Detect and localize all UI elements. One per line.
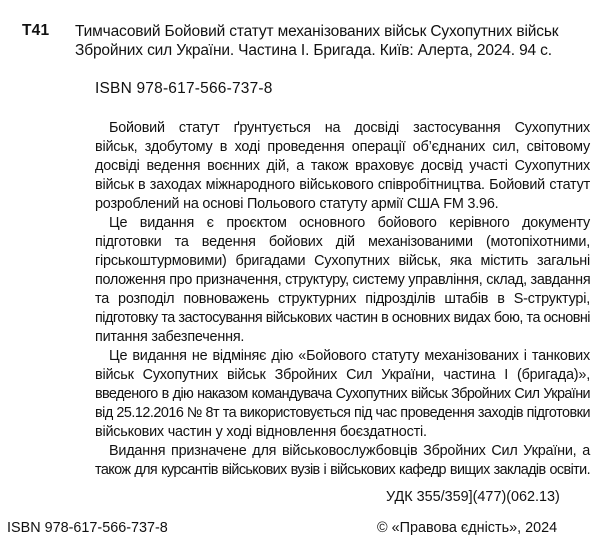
annotation-text (95, 119, 590, 480)
text-line: військ, здобутому в ході проведення операції об’єднаних сил, світовому (95, 139, 590, 155)
paragraph-1 (95, 119, 590, 214)
text-line: від 25.12.2016 № 8т та використовується під час проведення заходів підготовки (95, 405, 590, 421)
catalog-code: Т41 (22, 22, 50, 39)
text-line: гірськоштурмовими) бригадами Сухопутних військ, яка містить загальні (95, 253, 590, 269)
paragraph-4 (95, 442, 590, 480)
text-line: підготовки та ведення бойових дій механізованими (мотопіхотними, (95, 234, 590, 250)
text-line: військових частин у ході відновлення боєздатності. (95, 424, 427, 440)
isbn-top: ISBN 978-617-566-737-8 (95, 80, 273, 97)
copyright-notice: © «Правова єдність», 2024 (377, 520, 558, 536)
text-line: розроблений на основі Польового статуту армії США FM 3.96. (95, 196, 499, 212)
text-line: Це видання не відміняє дію «Бойового статуту механізованих і танкових (109, 348, 590, 364)
text-line: Це видання є проєктом основного бойового керівного документу (109, 215, 590, 231)
title-line: Тимчасовий Бойовий статут механізованих військ Сухопутних військ (75, 23, 559, 40)
text-line: та розподіл повноважень структурних підрозділів штабів в S-структурі, (95, 291, 590, 307)
bibliographic-title (75, 22, 590, 60)
text-line: підготовку та застосування військових частин в основних видах бою, та основні (95, 310, 590, 326)
text-line: також для курсантів військових вузів і військових кафедр вищих закладів освіти. (95, 462, 590, 478)
text-line: Видання призначене для військовослужбовців Збройних Сил України, а (109, 443, 590, 459)
paragraph-3 (95, 347, 590, 442)
text-line: введеного в дію наказом командувача Сухопутних військ Збройних Сил України (95, 386, 590, 402)
text-line: питання забезпечення. (95, 329, 245, 345)
paragraph-2 (95, 214, 590, 347)
text-line: військ Сухопутних військ Збройних Сил України, частина І (бригада)», (95, 367, 590, 383)
text-line: досвіді ведення воєнних дій, а також враховує досвід участі Сухопутних (95, 158, 590, 174)
isbn-bottom: ISBN 978-617-566-737-8 (7, 520, 168, 536)
udk-code: УДК 355/359](477)(062.13) (386, 489, 560, 505)
text-line: Бойовий статут ґрунтується на досвіді застосування Сухопутних (109, 120, 590, 136)
text-line: положення про призначення, структуру, систему управління, склад, завдання (95, 272, 591, 288)
text-line: військ в заходах міжнародного військового співробітництва. Бойовий статут (95, 177, 590, 193)
title-line: Збройних сил України. Частина І. Бригада. Київ: Алерта, 2024. 94 с. (75, 42, 552, 59)
